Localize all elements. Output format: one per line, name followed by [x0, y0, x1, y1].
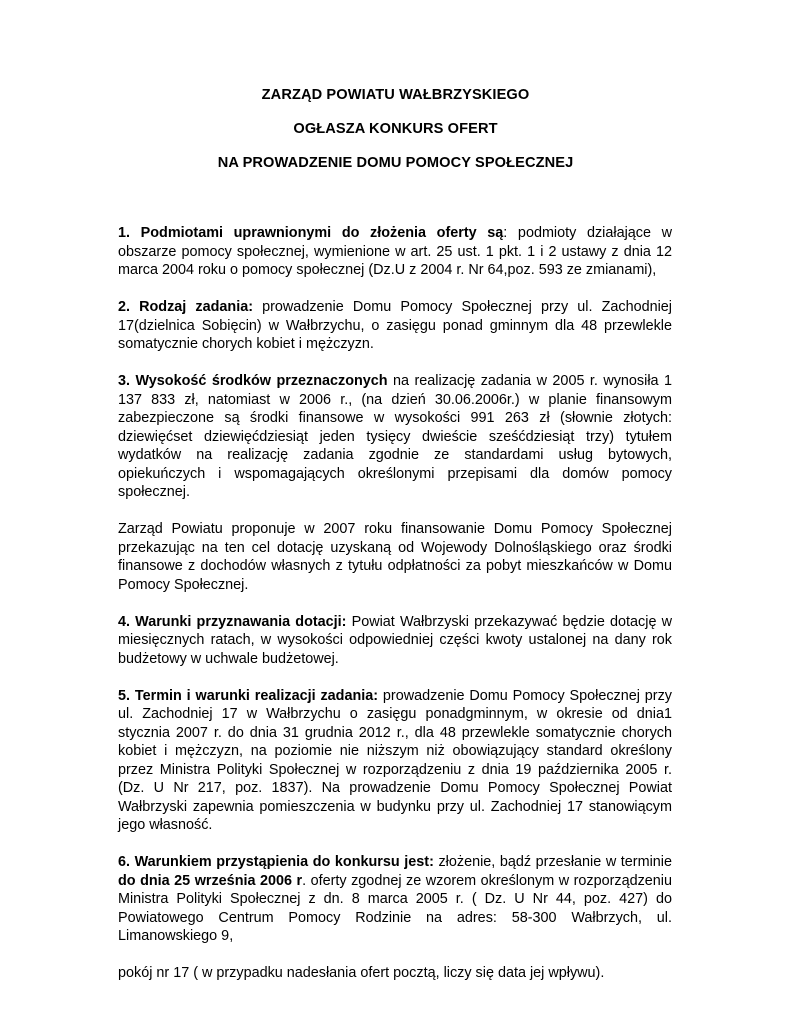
section-2-task-type [118, 298, 672, 354]
section-3-financing-proposal [118, 520, 672, 594]
announcement-header [0, 86, 791, 188]
document-body [118, 224, 672, 1001]
section-6b-text: pokój nr 17 ( w przypadku nadesłania ofert pocztą, liczy się data jej wpływu). [118, 965, 605, 981]
header-subject: NA PROWADZENIE DOMU POMOCY SPOŁECZNEJ [217, 155, 574, 171]
section-2-text: prowadzenie Domu Pomocy Społecznej przy ul. Zachodniej 17(dzielnica Sobięcin) w Wałbrzychu, o zasięgu ponad gminnym dla 48 przewlekle somatycznie chorych kobiet i mężczyzn. [118, 299, 672, 352]
section-4-label: 4. Warunki przyznawania dotacji: [118, 613, 347, 630]
section-6-label: 6. Warunkiem przystąpienia do konkursu jest: [118, 854, 434, 870]
section-3-label: 3. Wysokość środków przeznaczonych [118, 373, 388, 389]
section-6-text-a: złożenie, bądź przesłanie w terminie [433, 854, 672, 870]
section-6-participation-condition [118, 853, 672, 946]
section-3-funding-amount [118, 372, 672, 502]
section-6-deadline: do dnia 25 września 2006 r [118, 872, 303, 889]
header-announcement: OGŁASZA KONKURS OFERT [293, 121, 498, 137]
section-2-label: 2. Rodzaj zadania: [118, 299, 253, 315]
section-6-text-b: . oferty zgodnej ze wzorem określonym w rozporządzeniu Ministra Polityki Społecznej z dn. 8 marca 2005 r. ( Dz. U Nr 44, poz. 427) do Powiatowego Centrum Pomocy Rodzinie na adres: 58-300 Wałbrzych, ul. Limanowskiego 9, [118, 872, 672, 944]
header-authority: ZARZĄD POWIATU WAŁBRZYSKIEGO [261, 87, 530, 103]
section-6-room-note [118, 964, 672, 983]
section-5-label: 5. Termin i warunki realizacji zadania: [118, 687, 379, 704]
section-1-eligible-entities [118, 224, 672, 280]
section-4-text: Powiat Wałbrzyski przekazywać będzie dotację w miesięcznych ratach, w wysokości odpowiedniej części kwoty ustalonej na dany rok budżetowy w uchwale budżetowej. [118, 613, 672, 667]
section-1-label: 1. Podmiotami uprawnionymi do złożenia oferty są [118, 225, 504, 241]
section-5-text: prowadzenie Domu Pomocy Społecznej przy ul. Zachodniej 17 w Wałbrzychu o zasięgu ponadgminnym, w okresie od dnia1 stycznia 2007 r. do dnia 31 grudnia 2012 r., dla 48 przewlekle somatycznie chorych kobiet i mężczyzn, na poziomie nie niższym niż obowiązujący standard określony przez Ministra Polityki Społecznej w rozporządzeniu z dnia 19 października 2005 r. (Dz. U Nr 217, poz. 1837). Na prowadzenie Domu Pomocy Społecznej Powiat Wałbrzyski zapewnia pomieszczenia w budynku przy ul. Zachodniej 17 stanowiącym jego własność. [118, 687, 672, 833]
section-1-text: : podmioty działające w obszarze pomocy społecznej, wymienione w art. 25 ust. 1 pkt. 1 i 2 ustawy z dnia 12 marca 2004 roku o pomocy społecznej (Dz.U z 2004 r. Nr 64,poz. 593 ze zmianami), [118, 225, 672, 278]
section-3-text: na realizację zadania w 2005 r. wynosiła 1 137 833 zł, natomiast w 2006 r., (na dzień 30.06.2006r.) w planie finansowym zabezpieczone są środki finansowe w wysokości 991 263 zł (słownie złotych: dziewięćset dziewięćdziesiąt jeden tysięcy dwieście sześćdziesiąt trzy) tytułem wydatków na realizację zadania zgodnie ze standardami usług bytowych, opiekuńczych i wspomagających określonymi przepisami dla domów pomocy społecznej. [118, 373, 672, 500]
section-3b-text: Zarząd Powiatu proponuje w 2007 roku finansowanie Domu Pomocy Społecznej przekazując na ten cel dotację uzyskaną od Wojewody Dolnośląskiego oraz środki finansowe z dochodów własnych z tytułu odpłatności za pobyt mieszkańców w Domu Pomocy Społecznej. [118, 521, 672, 593]
section-5-term-and-conditions [118, 687, 672, 835]
section-4-grant-conditions [118, 613, 672, 669]
